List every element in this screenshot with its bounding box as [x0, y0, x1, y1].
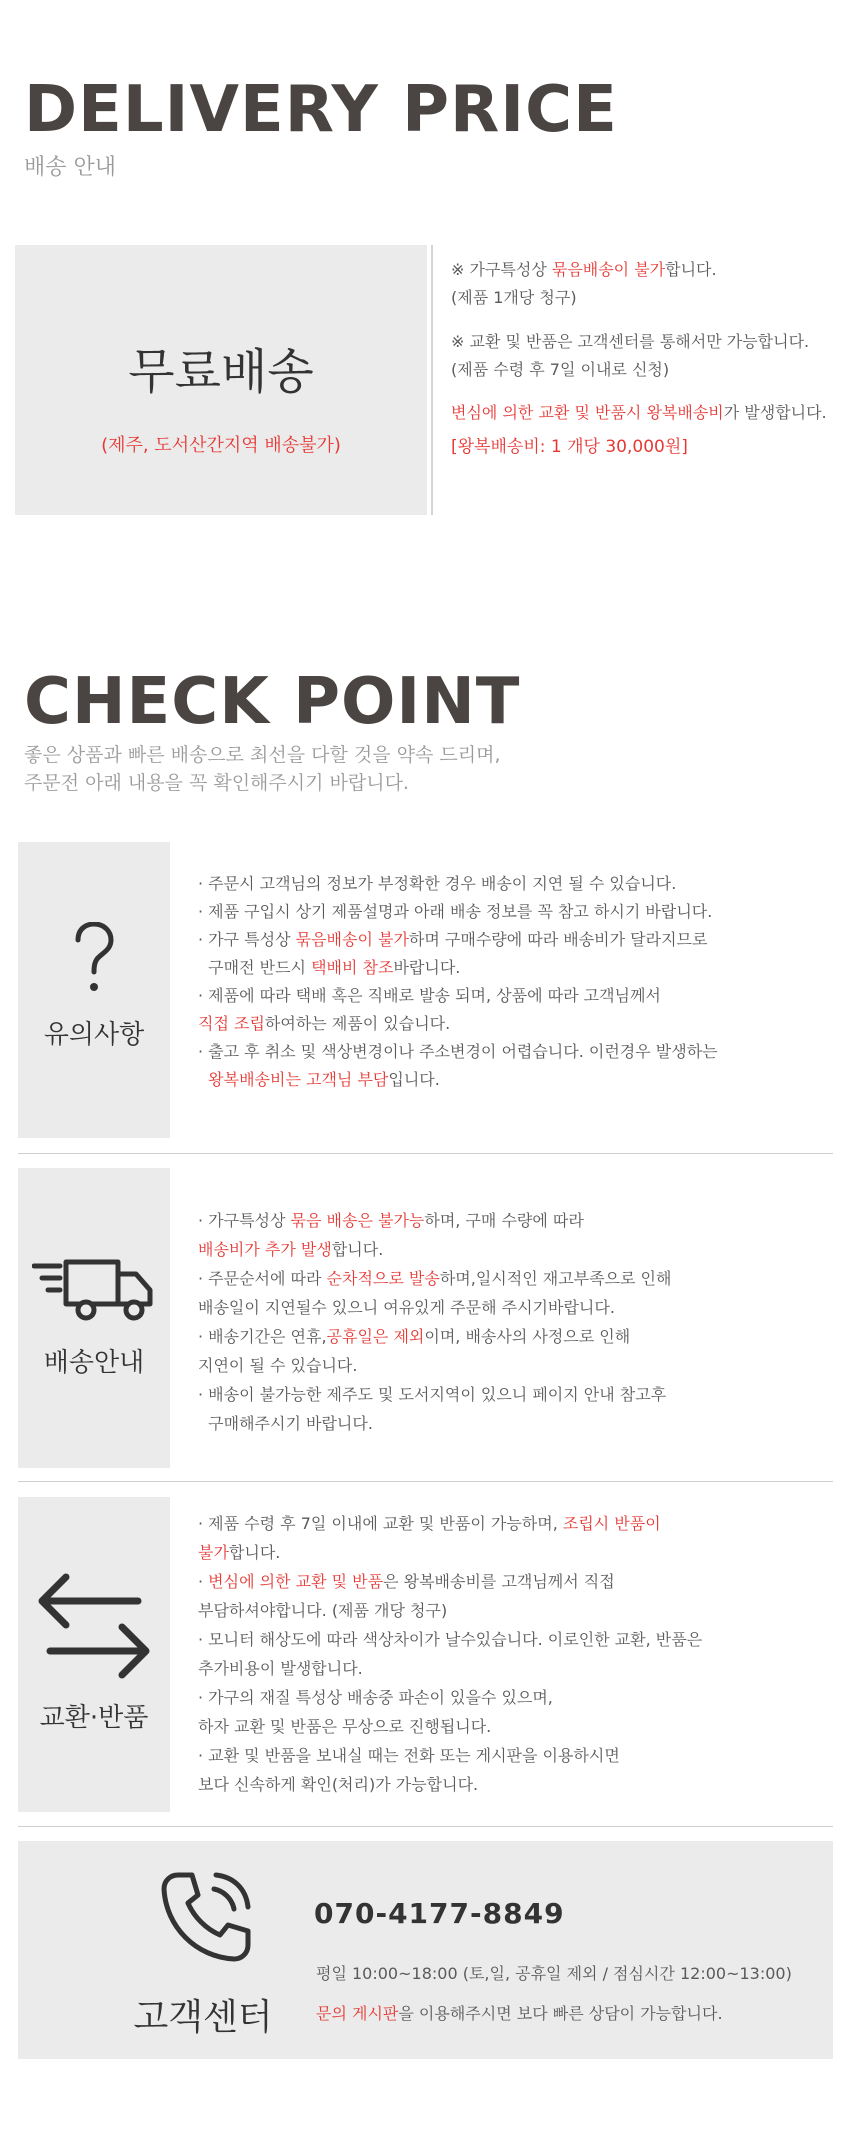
notice-line: 왕복배송비는 고객님 부담입니다. — [208, 1070, 440, 1089]
notice-lines — [198, 870, 718, 1094]
customer-center-label: 고객센터 — [133, 1997, 273, 2038]
delivery-note-line: 변심에 의한 교환 및 반품시 왕복배송비가 발생합니다. — [451, 403, 827, 422]
qna-board-link[interactable]: 문의 게시판 — [316, 2004, 399, 2023]
exchange-line: · 가구의 재질 특성상 배송중 파손이 있을수 있으며, — [198, 1688, 553, 1707]
phone-number[interactable]: 070-4177-8849 — [314, 1897, 565, 1930]
notice-line: · 주문시 고객님의 정보가 부정확한 경우 배송이 지연 될 수 있습니다. — [198, 874, 677, 893]
free-shipping-box — [15, 245, 427, 515]
checkpoint-subtitle-line: 좋은 상품과 빠른 배송으로 최선을 다할 것을 약속 드리며, — [24, 744, 501, 766]
exchange-line: · 모니터 해상도에 따라 색상차이가 날수있습니다. 이로인한 교환, 반품은 — [198, 1630, 703, 1649]
delivery-note-line: (제품 수령 후 7일 이내로 신청) — [451, 360, 670, 379]
exchange-line: · 교환 및 반품을 보내실 때는 전화 또는 게시판을 이용하시면 — [198, 1746, 620, 1765]
round-trip-fee: [왕복배송비: 1 개당 30,000원] — [451, 437, 688, 457]
exchange-line: 보다 신속하게 확인(처리)가 가능합니다. — [198, 1775, 479, 1794]
delivery-note-line: ※ 교환 및 반품은 고객센터를 통해서만 가능합니다. — [451, 332, 810, 351]
shipping-icon-box — [18, 1168, 170, 1468]
question-mark-icon — [73, 922, 115, 994]
notice-line: 구매전 반드시 택배비 참조바랍니다. — [198, 958, 461, 977]
section-divider — [18, 1153, 833, 1154]
exchange-line: 추가비용이 발생합니다. — [198, 1659, 363, 1678]
free-shipping-title: 무료배송 — [128, 344, 314, 400]
exchange-line: 불가합니다. — [198, 1543, 281, 1562]
vertical-divider — [431, 245, 433, 515]
delivery-note-line: (제품 1개당 청구) — [451, 288, 577, 307]
exchange-icon-box — [18, 1497, 170, 1812]
exchange-lines — [198, 1509, 702, 1799]
delivery-subtitle: 배송 안내 — [24, 155, 117, 180]
shipping-line: 구매해주시기 바랍니다. — [198, 1414, 373, 1433]
shipping-line: 배송비가 추가 발생합니다. — [198, 1240, 384, 1259]
shipping-line: · 주문순서에 따라 순차적으로 발송하며,일시적인 재고부족으로 인해 — [198, 1269, 672, 1288]
checkpoint-subtitle-line: 주문전 아래 내용을 꼭 확인해주시기 바랍니다. — [24, 772, 409, 794]
notice-label: 유의사항 — [43, 1020, 145, 1050]
business-hours: 평일 10:00~18:00 (토,일, 공휴일 제외 / 점심시간 12:00~13:00) — [316, 1964, 792, 1983]
delivery-note-line: ※ 가구특성상 묶음배송이 불가합니다. — [451, 260, 717, 279]
customer-center-box — [18, 1841, 833, 2059]
checkpoint-subtitle — [24, 741, 501, 797]
checkpoint-title: CHECK POINT — [24, 665, 521, 739]
exchange-line: 하자 교환 및 반품은 무상으로 진행됩니다. — [198, 1717, 492, 1736]
phone-icon — [158, 1869, 254, 1965]
shipping-line: 지연이 될 수 있습니다. — [198, 1356, 358, 1375]
exchange-line: 부담하셔야합니다. (제품 개당 청구) — [198, 1601, 448, 1620]
notice-line: · 제품 구입시 상기 제품설명과 아래 배송 정보를 꼭 참고 하시기 바랍니다. — [198, 902, 713, 921]
shipping-line: · 배송기간은 연휴,공휴일은 제외이며, 배송사의 사정으로 인해 — [198, 1327, 631, 1346]
exchange-label: 교환·반품 — [39, 1703, 149, 1733]
notice-line: 직접 조립하여하는 제품이 있습니다. — [198, 1014, 451, 1033]
shipping-line: · 가구특성상 묶음 배송은 불가능하며, 구매 수량에 따라 — [198, 1211, 584, 1230]
shipping-line: · 배송이 불가능한 제주도 및 도서지역이 있으니 페이지 안내 참고후 — [198, 1385, 667, 1404]
delivery-title: DELIVERY PRICE — [24, 73, 618, 147]
free-shipping-note: (제주, 도서산간지역 배송불가) — [101, 435, 341, 456]
notice-line: · 출고 후 취소 및 색상변경이나 주소변경이 어렵습니다. 이런경우 발생하는 — [198, 1042, 718, 1061]
exchange-arrows-icon — [36, 1571, 152, 1681]
shipping-lines — [198, 1206, 671, 1438]
notice-line: · 제품에 따라 택배 혹은 직배로 발송 되며, 상품에 따라 고객님께서 — [198, 986, 661, 1005]
delivery-truck-icon — [32, 1258, 156, 1324]
notice-line: · 가구 특성상 묶음배송이 불가하며 구매수량에 따라 배송비가 달라지므로 — [198, 930, 708, 949]
section-divider — [18, 1481, 833, 1482]
notice-icon-box — [18, 842, 170, 1138]
board-notice: 문의 게시판을 이용해주시면 보다 빠른 상담이 가능합니다. — [316, 2004, 723, 2023]
exchange-line: · 제품 수령 후 7일 이내에 교환 및 반품이 가능하며, 조립시 반품이 — [198, 1514, 661, 1533]
shipping-line: 배송일이 지연될수 있으니 여유있게 주문해 주시기바랍니다. — [198, 1298, 615, 1317]
exchange-line: · 변심에 의한 교환 및 반품은 왕복배송비를 고객님께서 직접 — [198, 1572, 615, 1591]
section-divider — [18, 1826, 833, 1827]
shipping-label: 배송안내 — [43, 1348, 145, 1378]
